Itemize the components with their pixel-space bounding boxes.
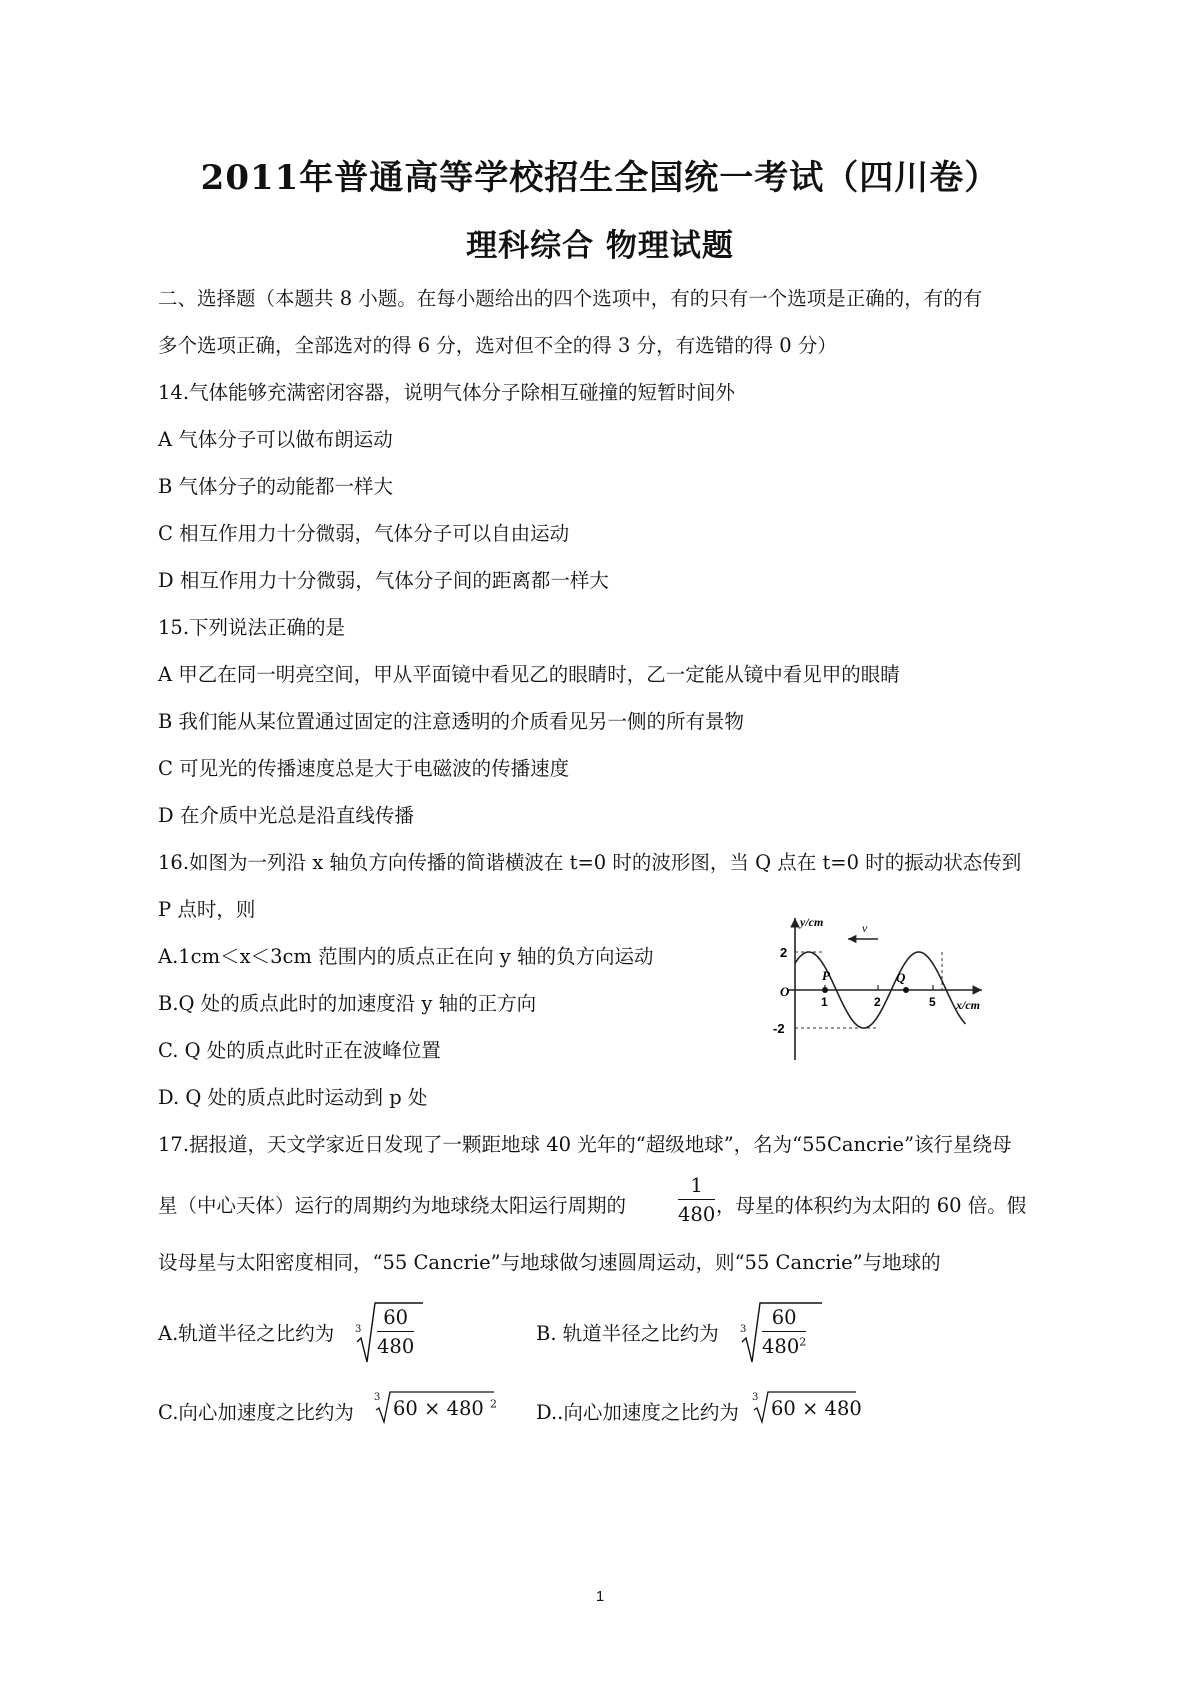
root-index: 3 [374,1392,381,1403]
q14-option-d: D 相互作用力十分微弱，气体分子间的距离都一样大 [158,569,609,592]
option-d-expression: 60 × 480 [771,1397,862,1420]
section-intro-line-1: 二、选择题（本题共 8 小题。在每小题给出的四个选项中，有的只有一个选项是正确的，有的有 [158,287,983,310]
q17-option-c-radical [374,1390,496,1426]
fraction-denominator: 480 [678,1203,716,1226]
q14-stem: 14.气体能够充满密闭容器，说明气体分子除相互碰撞的短暂时间外 [158,381,736,404]
q15-option-c: C 可见光的传播速度总是大于电磁波的传播速度 [158,757,570,780]
option-b-fraction [762,1306,806,1358]
q14-option-a: A 气体分子可以做布朗运动 [158,428,393,451]
root-index: 3 [752,1392,759,1403]
q17-option-a-radical [355,1300,425,1366]
q17-option-d-label: D..向心加速度之比约为 [536,1401,739,1424]
q17-line-2-after: ，母星的体积约为太阳的 60 倍。假 [716,1194,1027,1217]
q17-line-2-before: 星（中心天体）运行的周期约为地球绕太阳运行周期的 [158,1194,627,1217]
x-axis-label: x/cm [956,998,980,1012]
q17-option-a-label: A.轨道半径之比约为 [158,1322,335,1345]
fraction-denominator: 480 [377,1335,415,1358]
section-intro-line-2: 多个选项正确，全部选对的得 6 分，选对但不全的得 3 分，有选错的得 0 分） [158,334,837,357]
q15-option-b: B 我们能从某位置通过固定的注意透明的介质看见另一侧的所有景物 [158,710,745,733]
exponent: 2 [489,1397,497,1411]
point-q-label: Q [896,970,906,985]
wave-graph [770,912,1010,1062]
q16-stem-line-1: 16.如图为一列沿 x 轴负方向传播的简谐横波在 t=0 时的波形图，当 Q 点在 t=0 时的振动状态传到 [158,851,1022,874]
q14-option-c: C 相互作用力十分微弱，气体分子可以自由运动 [158,522,570,545]
fraction-numerator: 1 [690,1174,703,1197]
x-tick-2-label: 2 [874,995,881,1009]
point-p-marker [822,987,828,993]
q15-option-a: A 甲乙在同一明亮空间，甲从平面镜中看见乙的眼睛时，乙一定能从镜中看见甲的眼睛 [158,663,900,686]
q17-line-1: 17.据报道，天文学家近日发现了一颗距地球 40 光年的“超级地球”，名为“55Cancrie”该行星绕母 [158,1133,1012,1156]
y-axis-label: y/cm [800,915,824,929]
x-tick-1-label: 1 [821,995,828,1009]
exam-title: 2011年普通高等学校招生全国统一考试（四川卷） [200,158,1000,198]
fraction-numerator: 60 [771,1306,797,1329]
page-number: 1 [595,1588,605,1605]
q17-line-3: 设母星与太阳密度相同，“55 Cancrie”与地球做匀速圆周运动，则“55 Cancrie”与地球的 [158,1251,941,1274]
q16-option-b: B.Q 处的质点此时的加速度沿 y 轴的正方向 [158,992,537,1015]
q15-option-d: D 在介质中光总是沿直线传播 [158,804,414,827]
option-c-expression: 60 × 480 $^2$ [393,1397,497,1420]
y-tick-bottom-label: -2 [773,1021,785,1036]
fraction-numerator: 60 [383,1306,409,1329]
q15-stem: 15.下列说法正确的是 [158,616,346,639]
q17-period-fraction [678,1174,715,1226]
x-tick-5-label: 5 [929,995,936,1009]
q17-option-d-radical [752,1390,862,1426]
point-p-label: P [822,968,830,983]
q16-stem-line-2: P 点时，则 [158,898,256,921]
exam-subtitle: 理科综合 物理试题 [466,228,734,264]
exponent: 2 [799,1335,807,1349]
y-tick-top-label: 2 [780,945,788,960]
q16-option-a: A.1cm＜x＜3cm 范围内的质点正在向 y 轴的负方向运动 [158,945,654,968]
q17-option-b-label: B. 轨道半径之比约为 [536,1322,719,1345]
point-q-marker [903,987,909,993]
q17-option-c-label: C.向心加速度之比约为 [158,1401,354,1424]
velocity-label: v [862,921,868,935]
q16-option-c: C. Q 处的质点此时正在波峰位置 [158,1039,441,1062]
origin-label: O [780,984,790,999]
q17-option-b-radical [740,1300,824,1366]
fraction-denominator: $480^2$ [762,1335,807,1358]
root-index: 3 [740,1324,747,1335]
q14-option-b: B 气体分子的动能都一样大 [158,475,394,498]
root-index: 3 [355,1324,362,1335]
q16-option-d: D. Q 处的质点此时运动到 p 处 [158,1086,428,1109]
option-a-fraction [377,1306,414,1358]
